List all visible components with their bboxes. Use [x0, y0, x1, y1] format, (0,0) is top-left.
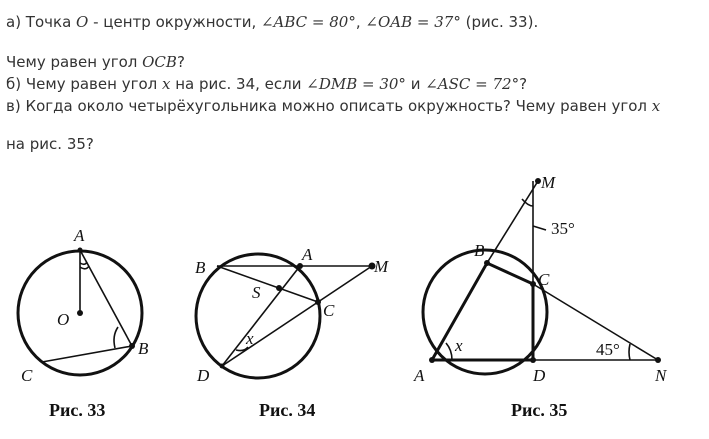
fig35-label-n: N	[655, 366, 667, 385]
fig33-point-b	[129, 343, 135, 349]
fig33-point-o	[77, 310, 83, 316]
problem-c-prefix: в) Когда около четырёхугольника можно описать окружность? Чему равен угол	[6, 97, 652, 115]
fig35-point-c	[530, 281, 536, 287]
problem-b-suffix: ?	[519, 75, 528, 93]
fig33-caption: Рис. 33	[49, 400, 106, 420]
fig33-angle-oab-arc2	[80, 266, 89, 269]
problem-b-var: x	[162, 75, 171, 93]
problem-b-prefix: б) Чему равен угол	[6, 75, 162, 93]
problem-c-cont: на рис. 35?	[6, 135, 94, 153]
fig34-circle	[196, 254, 320, 378]
problem-q-prefix: Чему равен угол	[6, 53, 143, 71]
fig35-point-b	[484, 260, 490, 266]
problem-c-var: x	[651, 97, 661, 115]
fig34-point-s	[276, 285, 282, 291]
problem-b-angle-dmb: ∠DMB = 30°	[306, 75, 406, 93]
fig35-point-a	[429, 357, 435, 363]
fig35-caption: Рис. 35	[511, 400, 568, 420]
fig33-angle-abc-arc	[114, 327, 118, 348]
problem-q-suffix: ?	[176, 53, 185, 71]
problem-a-point: O	[76, 13, 89, 31]
fig34-secant-dm	[222, 266, 372, 366]
figures-svg	[0, 160, 709, 435]
fig34-caption: Рис. 34	[259, 400, 316, 420]
problem-b-line	[6, 74, 527, 94]
problem-c-continuation	[6, 134, 94, 154]
fig35-label-angle-35: 35°	[551, 219, 575, 238]
fig35-label-b: B	[474, 241, 485, 260]
fig34-point-d	[220, 364, 225, 369]
fig33-segment-ab	[80, 250, 132, 346]
fig35-angle-x-arc	[446, 343, 452, 360]
fig35-label-angle-45: 45°	[596, 340, 620, 359]
fig35-point-d	[530, 357, 536, 363]
problem-a-sep: ,	[355, 13, 366, 31]
fig35-point-n	[655, 357, 661, 363]
problem-a-mid: - центр окружности,	[88, 13, 261, 31]
fig35-label-d: D	[533, 366, 546, 385]
problem-a-angle-oab: ∠OAB = 37°	[365, 13, 461, 31]
problem-question-line	[6, 52, 185, 72]
fig33-label-a: A	[74, 226, 85, 245]
fig35-label-a: A	[414, 366, 425, 385]
fig34-label-x: x	[246, 329, 254, 348]
fig34-label-s: S	[252, 283, 261, 302]
fig34-label-c: C	[323, 301, 335, 320]
problem-a-suffix: (рис. 33).	[460, 13, 539, 31]
fig33-label-o: O	[57, 310, 70, 329]
problem-a-angle-abc: ∠ABC = 80°	[260, 13, 356, 31]
fig33-angle-oab-arc	[80, 262, 87, 264]
problem-q-angle: OCB	[142, 53, 177, 71]
fig33-label-c: C	[21, 366, 33, 385]
fig34-label-a: A	[302, 245, 313, 264]
fig35-line-bm	[487, 181, 538, 263]
fig33-point-a	[78, 248, 83, 253]
fig34-label-m: M	[374, 257, 389, 276]
problem-a-line	[6, 12, 538, 32]
fig35-label-m: M	[541, 173, 556, 192]
figures-panel	[0, 160, 709, 435]
fig35-label-c: C	[538, 270, 550, 289]
problem-c-line	[6, 96, 660, 116]
fig35-angle-45-arc	[629, 344, 630, 360]
problem-b-mid: на рис. 34, если	[170, 75, 307, 93]
fig35-label-x: x	[455, 336, 463, 355]
figure-34	[196, 254, 372, 378]
fig34-label-d: D	[197, 366, 210, 385]
fig33-label-b: B	[138, 339, 149, 358]
problem-b-and: и	[405, 75, 426, 93]
problem-b-angle-asc: ∠ASC = 72°	[425, 75, 520, 93]
problem-a-prefix: а) Точка	[6, 13, 77, 31]
fig33-segment-bc	[42, 346, 132, 362]
fig35-angle-35-leader	[533, 226, 546, 230]
fig34-label-b: B	[195, 258, 206, 277]
fig34-point-c	[315, 299, 321, 305]
